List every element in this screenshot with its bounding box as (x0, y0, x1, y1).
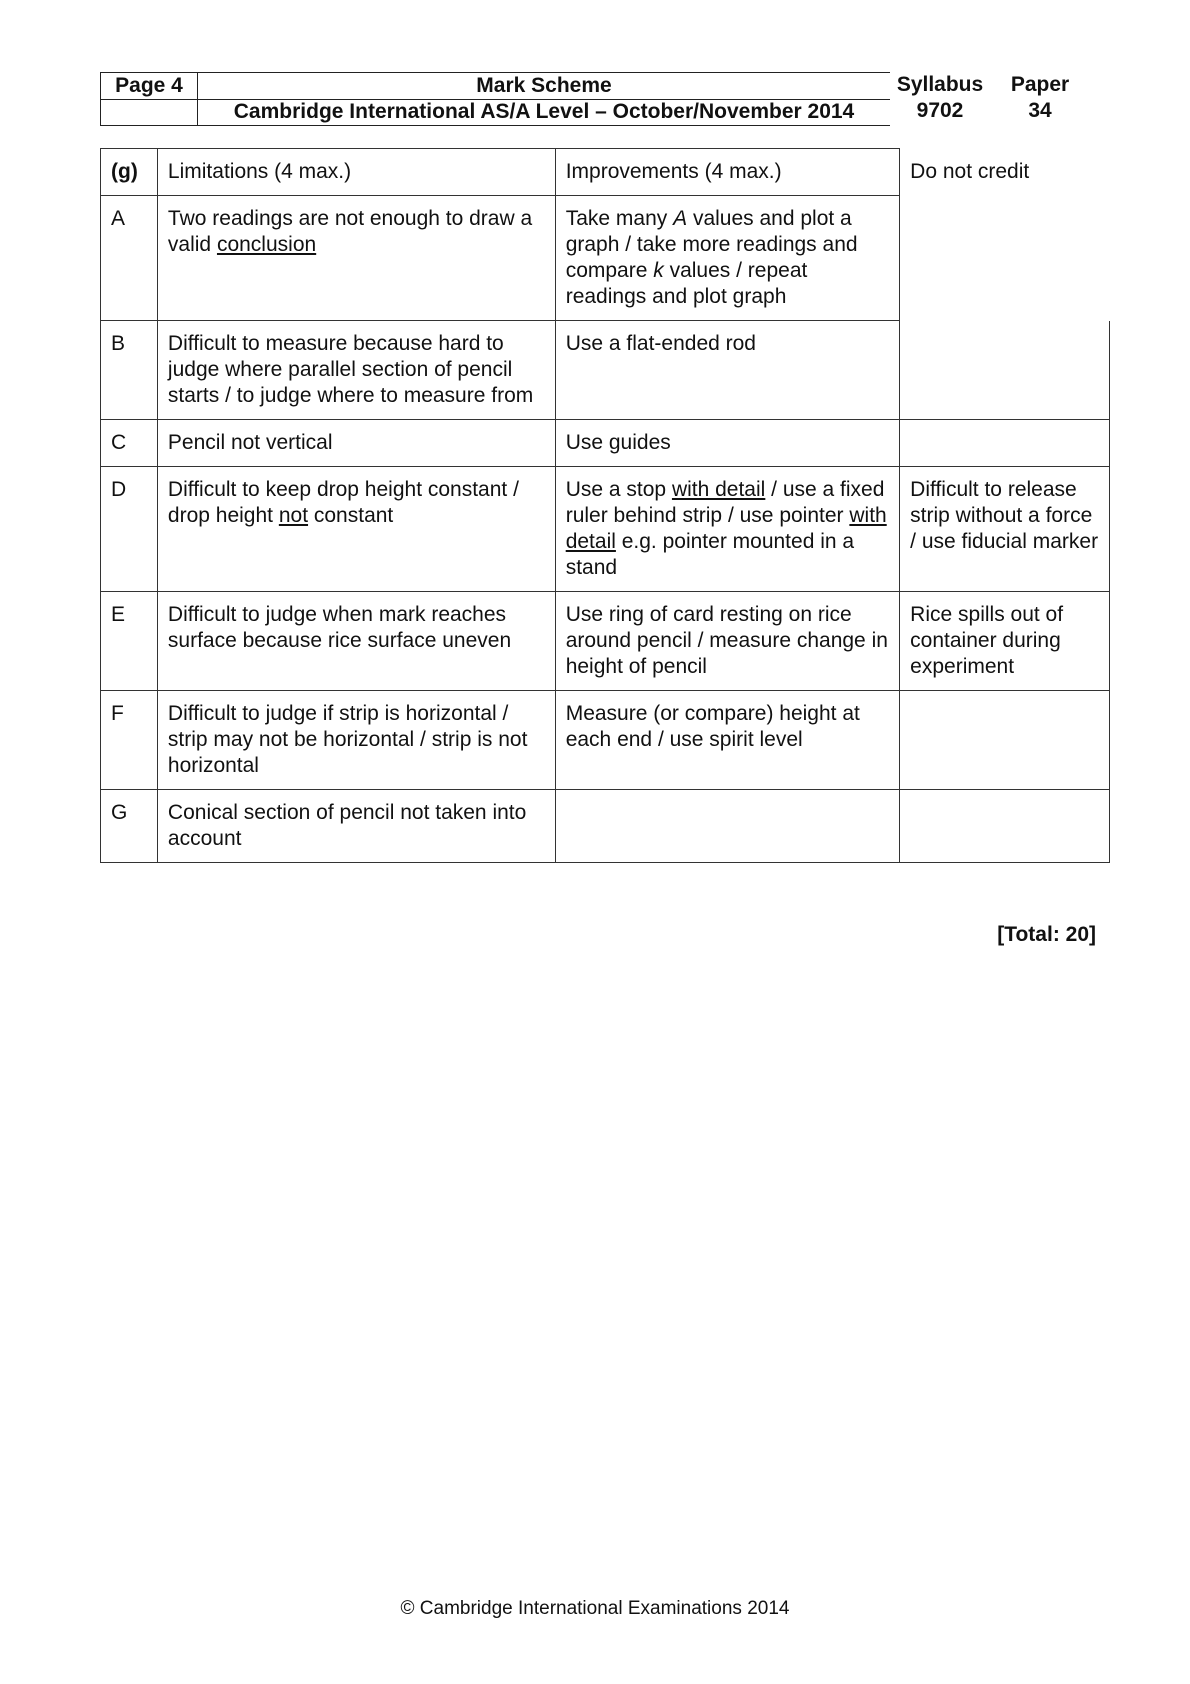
do-not-credit-cell: Rice spills out of container during experiment (900, 592, 1110, 691)
table-row (101, 196, 1110, 321)
row-key: G (101, 790, 158, 863)
document-title: Mark Scheme (198, 73, 891, 100)
do-not-credit-cell (900, 321, 1110, 420)
improvement-cell: Use a flat-ended rod (555, 321, 899, 420)
document-subtitle: Cambridge International AS/A Level – October/November 2014 (198, 99, 891, 126)
limitation-cell: Pencil not vertical (157, 420, 555, 467)
limitation-text: Difficult to keep drop height constant / drop height (167, 478, 519, 527)
do-not-credit-cell (900, 691, 1110, 790)
table-row (101, 321, 1110, 420)
improvement-text: values / repeat readings and plot graph (565, 259, 808, 308)
improvement-text: / use a fixed ruler behind strip / use pointer (565, 478, 885, 527)
table-header-row (101, 149, 1110, 196)
table-row (101, 790, 1110, 863)
paper-value: 34 (1028, 99, 1052, 122)
header-table (100, 72, 890, 126)
table-row (101, 691, 1110, 790)
improvement-text: e.g. pointer mounted in a stand (565, 530, 855, 579)
improvement-text: values and plot a graph / take more readings and compare (565, 207, 858, 282)
limitation-cell: Difficult to judge when mark reaches surface because rice surface uneven (157, 592, 555, 691)
do-not-credit-cell (900, 420, 1110, 467)
table-row (101, 467, 1110, 592)
limitation-underlined: conclusion (216, 233, 317, 256)
improvement-text: Use a stop (565, 478, 672, 501)
improvement-cell: Use ring of card resting on rice around pencil / measure change in height of pencil (555, 592, 899, 691)
row-key: D (101, 467, 158, 592)
question-part-label: (g) (101, 149, 158, 196)
limitation-cell: Conical section of pencil not taken into account (157, 790, 555, 863)
improvement-italic: A (673, 207, 688, 230)
row-key: A (101, 196, 158, 321)
limitations-header: Limitations (4 max.) (157, 149, 555, 196)
table-row (101, 420, 1110, 467)
limitation-text: Two readings are not enough to draw a valid (167, 207, 533, 256)
improvement-cell: Use guides (555, 420, 899, 467)
header-empty-cell (101, 99, 198, 126)
syllabus-value: 9702 (916, 99, 964, 122)
improvement-italic: k (653, 259, 664, 282)
improvement-underlined: with detail (671, 478, 766, 501)
limitation-underlined: not (278, 504, 309, 527)
row-key: E (101, 592, 158, 691)
copyright-footer: © Cambridge International Examinations 2014 (400, 1598, 790, 1619)
table-row (101, 592, 1110, 691)
do-not-credit-cell (900, 790, 1110, 863)
improvement-cell (555, 196, 899, 321)
improvement-cell: Measure (or compare) height at each end / use spirit level (555, 691, 899, 790)
limitation-cell: Difficult to judge if strip is horizontal / strip may not be horizontal / strip is not horizontal (157, 691, 555, 790)
improvement-underlined: with detail (565, 504, 887, 553)
limitation-cell (157, 467, 555, 592)
limitation-cell: Difficult to measure because hard to judge where parallel section of pencil starts / to judge where to measure from (157, 321, 555, 420)
improvement-cell (555, 790, 899, 863)
row-key: C (101, 420, 158, 467)
paper-label: Paper (1010, 73, 1070, 96)
do-not-credit-header: Do not credit (900, 149, 1110, 196)
page-number: Page 4 (101, 73, 198, 100)
row-key: F (101, 691, 158, 790)
page-header (100, 72, 1090, 128)
mark-scheme-table (100, 148, 1110, 863)
row-key: B (101, 321, 158, 420)
total-marks: [Total: 20] (997, 923, 1096, 946)
improvements-header: Improvements (4 max.) (555, 149, 899, 196)
do-not-credit-cell: Difficult to release strip without a force / use fiducial marker (900, 467, 1110, 592)
limitation-text: constant (308, 504, 394, 527)
improvement-text: Take many (565, 207, 674, 230)
do-not-credit-cell (900, 196, 1110, 321)
limitation-cell (157, 196, 555, 321)
syllabus-label: Syllabus (896, 73, 984, 96)
improvement-cell (555, 467, 899, 592)
syllabus-paper-block (890, 72, 1090, 126)
